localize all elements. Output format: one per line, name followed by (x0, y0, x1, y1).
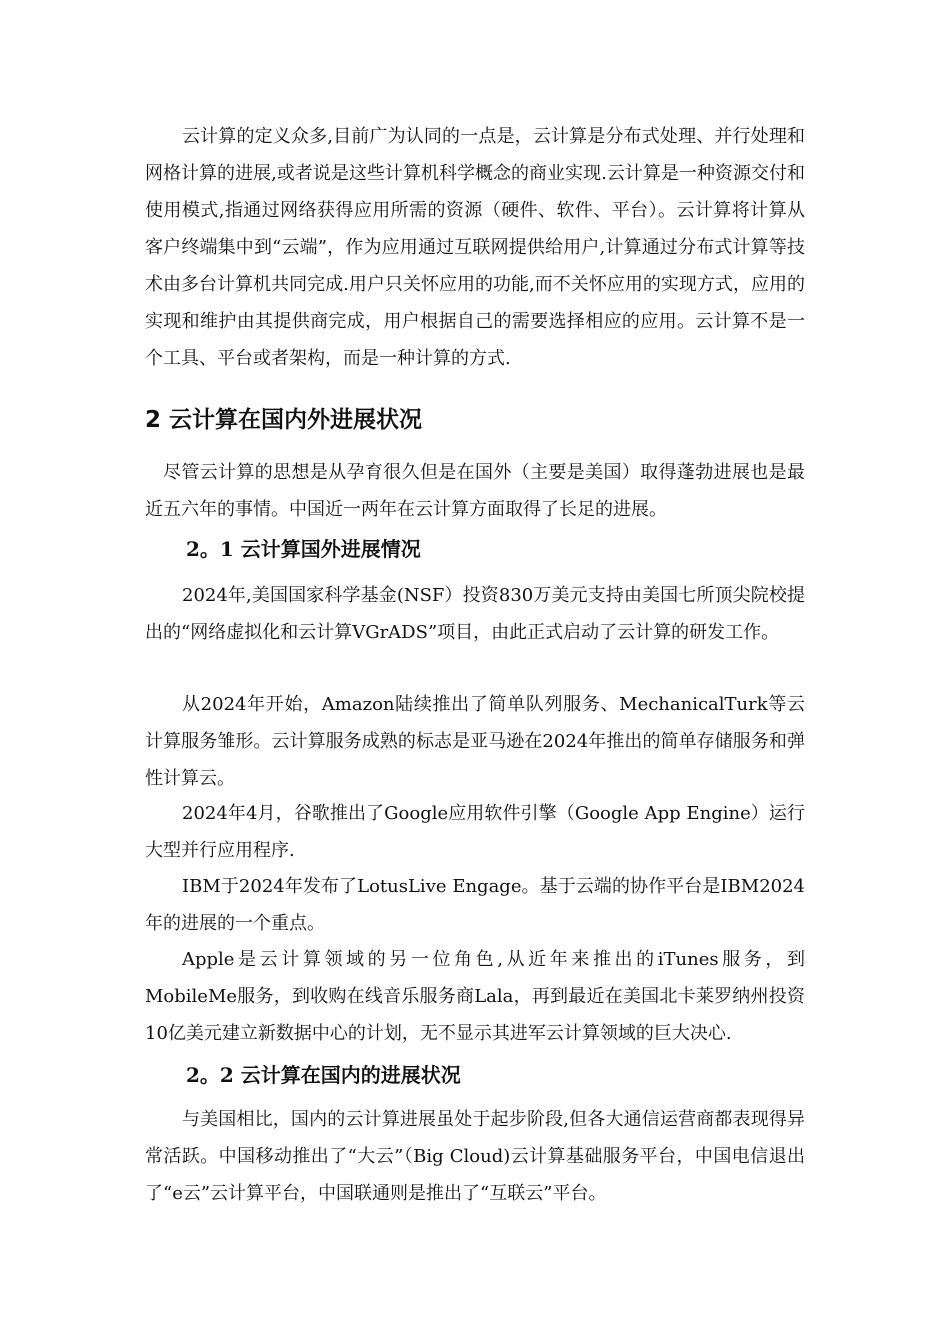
subsection-heading-2-1: 2。1 云计算国外进展情况 (186, 537, 421, 561)
paragraph-amazon: 从2024年开始，Amazon陆续推出了简单队列服务、MechanicalTurk等云计算服务雏形。云计算服务成熟的标志是亚马逊在2024年推出的简单存储服务和弹性计算云。 (145, 694, 805, 789)
section-heading-2: 2 云计算在国内外进展状况 (145, 407, 423, 433)
paragraph-ibm: IBM于2024年发布了LotusLive Engage。基于云端的协作平台是IBM2024年的进展的一个重点。 (145, 876, 805, 934)
subsection-heading-2-2: 2。2 云计算在国内的进展状况 (186, 1063, 461, 1087)
paragraph-apple: Apple是云计算领域的另一位角色,从近年来推出的iTunes服务，到MobileMe服务，到收购在线音乐服务商Lala，再到最近在美国北卡莱罗纳州投资10亿美元建立新数据中心的计划，无不显示其进军云计算领域的巨大决心. (145, 949, 805, 1044)
paragraph-domestic: 与美国相比，国内的云计算进展虽处于起步阶段,但各大通信运营商都表现得异常活跃。中国移动推出了“大云”（Big Cloud)云计算基础服务平台，中国电信退出了“e云”云计算平台，中国联通则是推出了“互联云”平台。 (145, 1109, 805, 1204)
paragraph-google: 2024年4月，谷歌推出了Google应用软件引擎（Google App Engine）运行大型并行应用程序. (145, 803, 805, 861)
paragraph-cloud-definition: 云计算的定义众多,目前广为认同的一点是，云计算是分布式处理、并行处理和网格计算的进展,或者说是这些计算机科学概念的商业实现.云计算是一种资源交付和使用模式,指通过网络获得应用所需的资源（硬件、软件、平台）。云计算将计算从客户终端集中到“云端”，作为应用通过互联网提供给用户,计算通过分布式计算等技术由多台计算机共同完成.用户只关怀应用的功能,而不关怀应用的实现方式，应用的实现和维护由其提供商完成，用户根据自己的需要选择相应的应用。云计算不是一个工具、平台或者架构，而是一种计算的方式. (145, 126, 805, 369)
paragraph-overview: 尽管云计算的思想是从孕育很久但是在国外（主要是美国）取得蓬勃进展也是最近五六年的事情。中国近一两年在云计算方面取得了长足的进展。 (145, 462, 805, 520)
paragraph-nsf: 2024年,美国国家科学基金(NSF）投资830万美元支持由美国七所顶尖院校提出的“网络虚拟化和云计算VGrADS”项目，由此正式启动了云计算的研发工作。 (145, 585, 805, 643)
